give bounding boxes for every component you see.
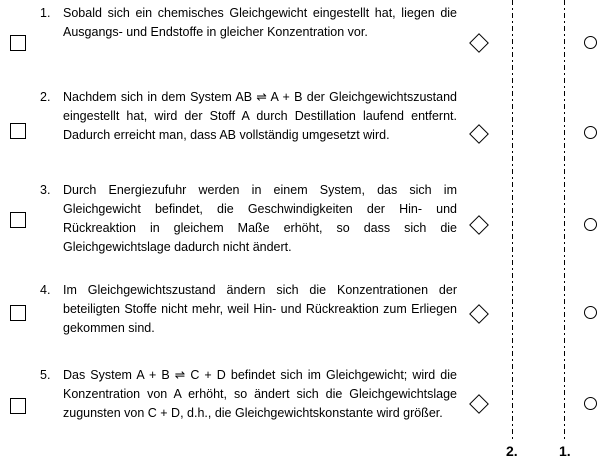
answer-checkbox-4[interactable]: [10, 305, 26, 321]
question-number: 2.: [40, 90, 51, 104]
diamond-marker-4[interactable]: [469, 304, 489, 324]
circle-marker-2[interactable]: [584, 126, 597, 139]
circle-marker-1[interactable]: [584, 36, 597, 49]
question-number: 4.: [40, 283, 51, 297]
question-number: 1.: [40, 6, 51, 20]
answer-column-label-1: 1.: [559, 443, 571, 459]
diamond-marker-2[interactable]: [469, 124, 489, 144]
question-text: Nachdem sich in dem System AB ⇌ A + B der Gleichgewichtszustand eingestellt hat, wird der Stoff A durch Destillation laufend entfernt. Dadurch erreicht man, dass AB vollständig umgesetzt wird.: [63, 90, 457, 142]
question-number: 3.: [40, 183, 51, 197]
diamond-marker-5[interactable]: [469, 394, 489, 414]
question-text: Das System A + B ⇌ C + D befindet sich im Gleichgewicht; wird die Konzentration von A erhöht, so ändert sich die Gleichgewichtslage zugunsten von C + D, d.h., die Gleichgewichtskonstante wird größer.: [63, 368, 457, 420]
diamond-marker-1[interactable]: [469, 33, 489, 53]
answer-checkbox-3[interactable]: [10, 212, 26, 228]
diamond-marker-3[interactable]: [469, 215, 489, 235]
answer-checkbox-1[interactable]: [10, 35, 26, 51]
answer-checkbox-5[interactable]: [10, 398, 26, 414]
question-text: Durch Energiezufuhr werden in einem System, das sich im Gleichgewicht befindet, die Geschwindigkeiten der Hin- und Rückreaktion in gleichem Maße erhöht, so dass sich die Gleichgewichtslage dadurch nicht ändert.: [63, 183, 457, 254]
question-text: Im Gleichgewichtszustand ändern sich die Konzentrationen der beteiligten Stoffe nicht mehr, weil Hin- und Rückreaktion zum Erliegen gekommen sind.: [63, 283, 457, 335]
answer-column-separator-1: [564, 0, 565, 441]
answer-column-label-2: 2.: [506, 443, 518, 459]
answer-checkbox-2[interactable]: [10, 123, 26, 139]
question-text: Sobald sich ein chemisches Gleichgewicht eingestellt hat, liegen die Ausgangs- und Endstoffe in gleicher Konzentration vor.: [63, 6, 457, 39]
question-number: 5.: [40, 368, 51, 382]
circle-marker-5[interactable]: [584, 397, 597, 410]
answer-column-separator-2: [512, 0, 513, 441]
circle-marker-4[interactable]: [584, 306, 597, 319]
circle-marker-3[interactable]: [584, 218, 597, 231]
